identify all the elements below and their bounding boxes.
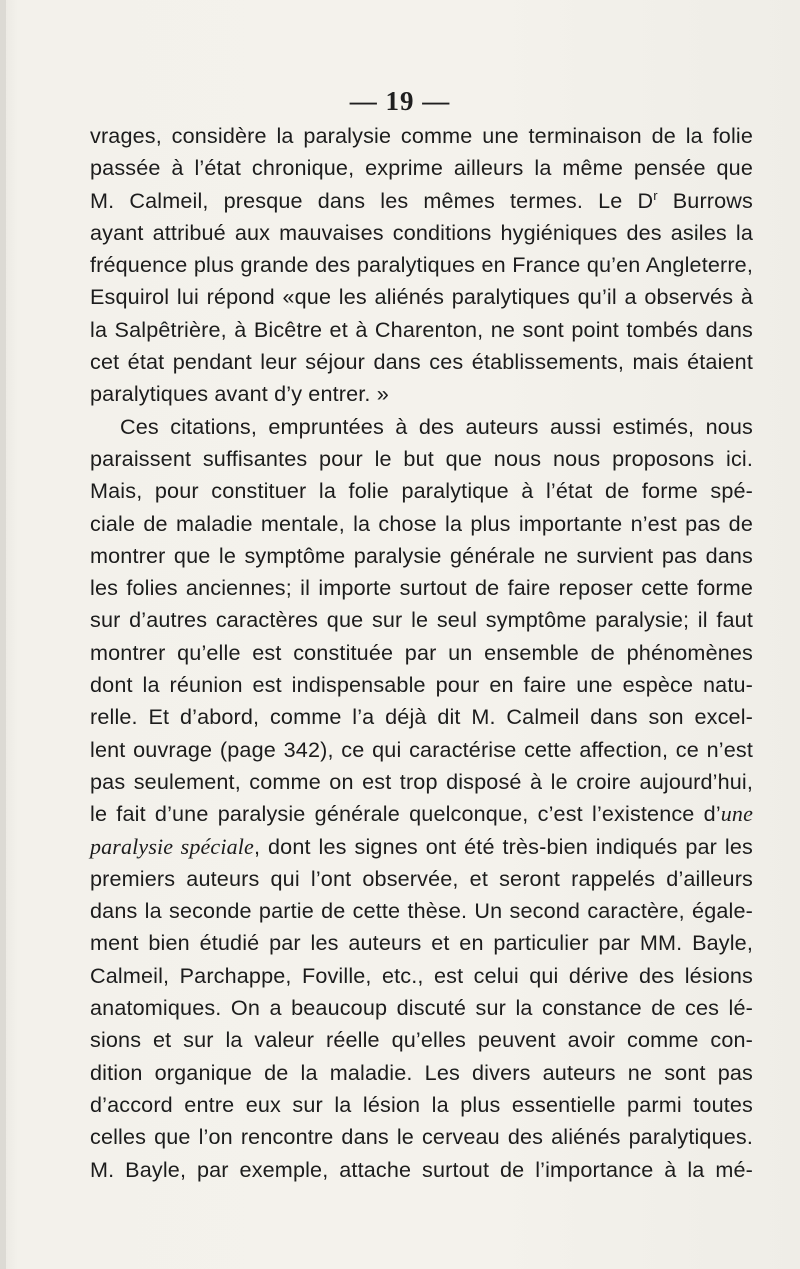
text-line-content: paralytiques avant d’y entrer. » xyxy=(90,381,389,407)
text-line-content: vrages, considère la paralysie comme une terminaison de la folie xyxy=(90,123,753,148)
text-line-content: montrer qu’elle est constituée par un ensemble de phénomènes xyxy=(90,639,753,665)
text-line xyxy=(90,443,753,475)
text-line xyxy=(90,1089,753,1121)
text-line xyxy=(90,475,753,507)
text-line-content: M. Bayle, par exemple, attache surtout de l’importance à la mé- xyxy=(90,1156,753,1182)
text-line-content: paraissent suffisantes pour le but que nous nous proposons ici. xyxy=(90,445,753,471)
text-line-content: montrer que le symptôme paralysie générale ne survient pas dans xyxy=(90,542,753,568)
text-line xyxy=(90,1154,753,1186)
text-line xyxy=(90,1057,753,1089)
text-line-content: relle. Et d’abord, comme l’a déjà dit M. Calmeil dans son excel- xyxy=(90,704,753,730)
text-line-tail: Burrows xyxy=(657,187,753,213)
text-line-content: celles que l’on rencontre dans le cerveau des aliénés paralytiques. xyxy=(90,1124,753,1150)
text-line-content: le fait d’une paralysie générale quelconque, c’est l’existence d’ xyxy=(90,801,721,827)
text-line xyxy=(90,249,753,281)
text-line xyxy=(90,927,753,959)
text-line xyxy=(90,185,753,217)
text-line xyxy=(90,669,753,701)
page-edge-shadow xyxy=(0,0,6,1269)
italic-text: paralysie spéciale xyxy=(90,833,254,859)
text-line-content: fréquence plus grande des paralytiques en France qu’en Angleterre, xyxy=(90,252,753,278)
text-line xyxy=(90,831,753,863)
text-line-content: anatomiques. On a beaucoup discuté sur la constance de ces lé- xyxy=(90,995,753,1021)
text-line xyxy=(90,540,753,572)
text-line-content: dans la seconde partie de cette thèse. Un second caractère, égale- xyxy=(90,898,753,924)
body-text xyxy=(90,120,753,1186)
text-line xyxy=(90,572,753,604)
text-line xyxy=(90,314,753,346)
text-line xyxy=(90,992,753,1024)
text-line-content: d’accord entre eux sur la lésion la plus essentielle parmi toutes xyxy=(90,1091,753,1117)
text-line xyxy=(90,152,753,184)
text-line xyxy=(90,637,753,669)
text-line xyxy=(90,604,753,636)
text-line-content: cet état pendant leur séjour dans ces établissements, mais étaient xyxy=(90,349,753,375)
text-line-content: Mais, pour constituer la folie paralytique à l’état de forme spé- xyxy=(90,478,753,504)
text-line xyxy=(90,217,753,249)
text-line-content: ayant attribué aux mauvaises conditions hygiéniques des asiles la xyxy=(90,219,753,245)
page-number: — 19 — xyxy=(349,86,451,116)
text-line-tail: , dont les signes ont été très-bien indiqués par les xyxy=(253,833,753,859)
text-line-content: Ces citations, empruntées à des auteurs aussi estimés, nous xyxy=(120,413,753,439)
text-line-content: dont la réunion est indispensable pour en faire une espèce natu- xyxy=(90,672,753,698)
text-line xyxy=(90,734,753,766)
text-line xyxy=(90,1121,753,1153)
text-line xyxy=(90,378,753,410)
text-line xyxy=(90,798,753,830)
text-line-content: pas seulement, comme on est trop disposé à le croire aujourd’hui, xyxy=(90,768,753,794)
text-line xyxy=(90,411,753,443)
text-line xyxy=(90,346,753,378)
text-line xyxy=(90,508,753,540)
text-line-content: lent ouvrage (page 342), ce qui caractérise cette affection, ce n’est xyxy=(90,736,753,762)
text-line-content: les folies anciennes; il importe surtout de faire reposer cette forme xyxy=(90,575,753,601)
superscript: r xyxy=(653,187,658,203)
text-line xyxy=(90,281,753,313)
text-line-content: ciale de maladie mentale, la chose la plus importante n’est pas de xyxy=(90,510,753,536)
text-line-content: la Salpêtrière, à Bicêtre et à Charenton, ne sont point tombés dans xyxy=(90,316,753,342)
text-line-content: dition organique de la maladie. Les divers auteurs ne sont pas xyxy=(90,1059,753,1085)
text-line xyxy=(90,960,753,992)
text-line xyxy=(90,701,753,733)
text-line xyxy=(90,766,753,798)
text-line-content: Calmeil, Parchappe, Foville, etc., est celui qui dérive des lésions xyxy=(90,962,753,988)
italic-text: une xyxy=(720,801,753,827)
text-line xyxy=(90,120,753,152)
text-line xyxy=(90,895,753,927)
text-line xyxy=(90,1024,753,1056)
text-line-content: sur d’autres caractères que sur le seul symptôme paralysie; il faut xyxy=(90,607,753,633)
text-line-content: M. Calmeil, presque dans les mêmes termes. Le D xyxy=(90,187,654,213)
text-line-content: ment bien étudié par les auteurs et en particulier par MM. Bayle, xyxy=(90,930,753,956)
text-line xyxy=(90,863,753,895)
text-line-content: sions et sur la valeur réelle qu’elles peuvent avoir comme con- xyxy=(90,1027,753,1053)
text-line-content: passée à l’état chronique, exprime ailleurs la même pensée que xyxy=(90,155,753,181)
text-line-content: Esquirol lui répond «que les aliénés paralytiques qu’il a observés à xyxy=(90,284,753,310)
text-line-content: premiers auteurs qui l’ont observée, et seront rappelés d’ailleurs xyxy=(90,865,753,891)
